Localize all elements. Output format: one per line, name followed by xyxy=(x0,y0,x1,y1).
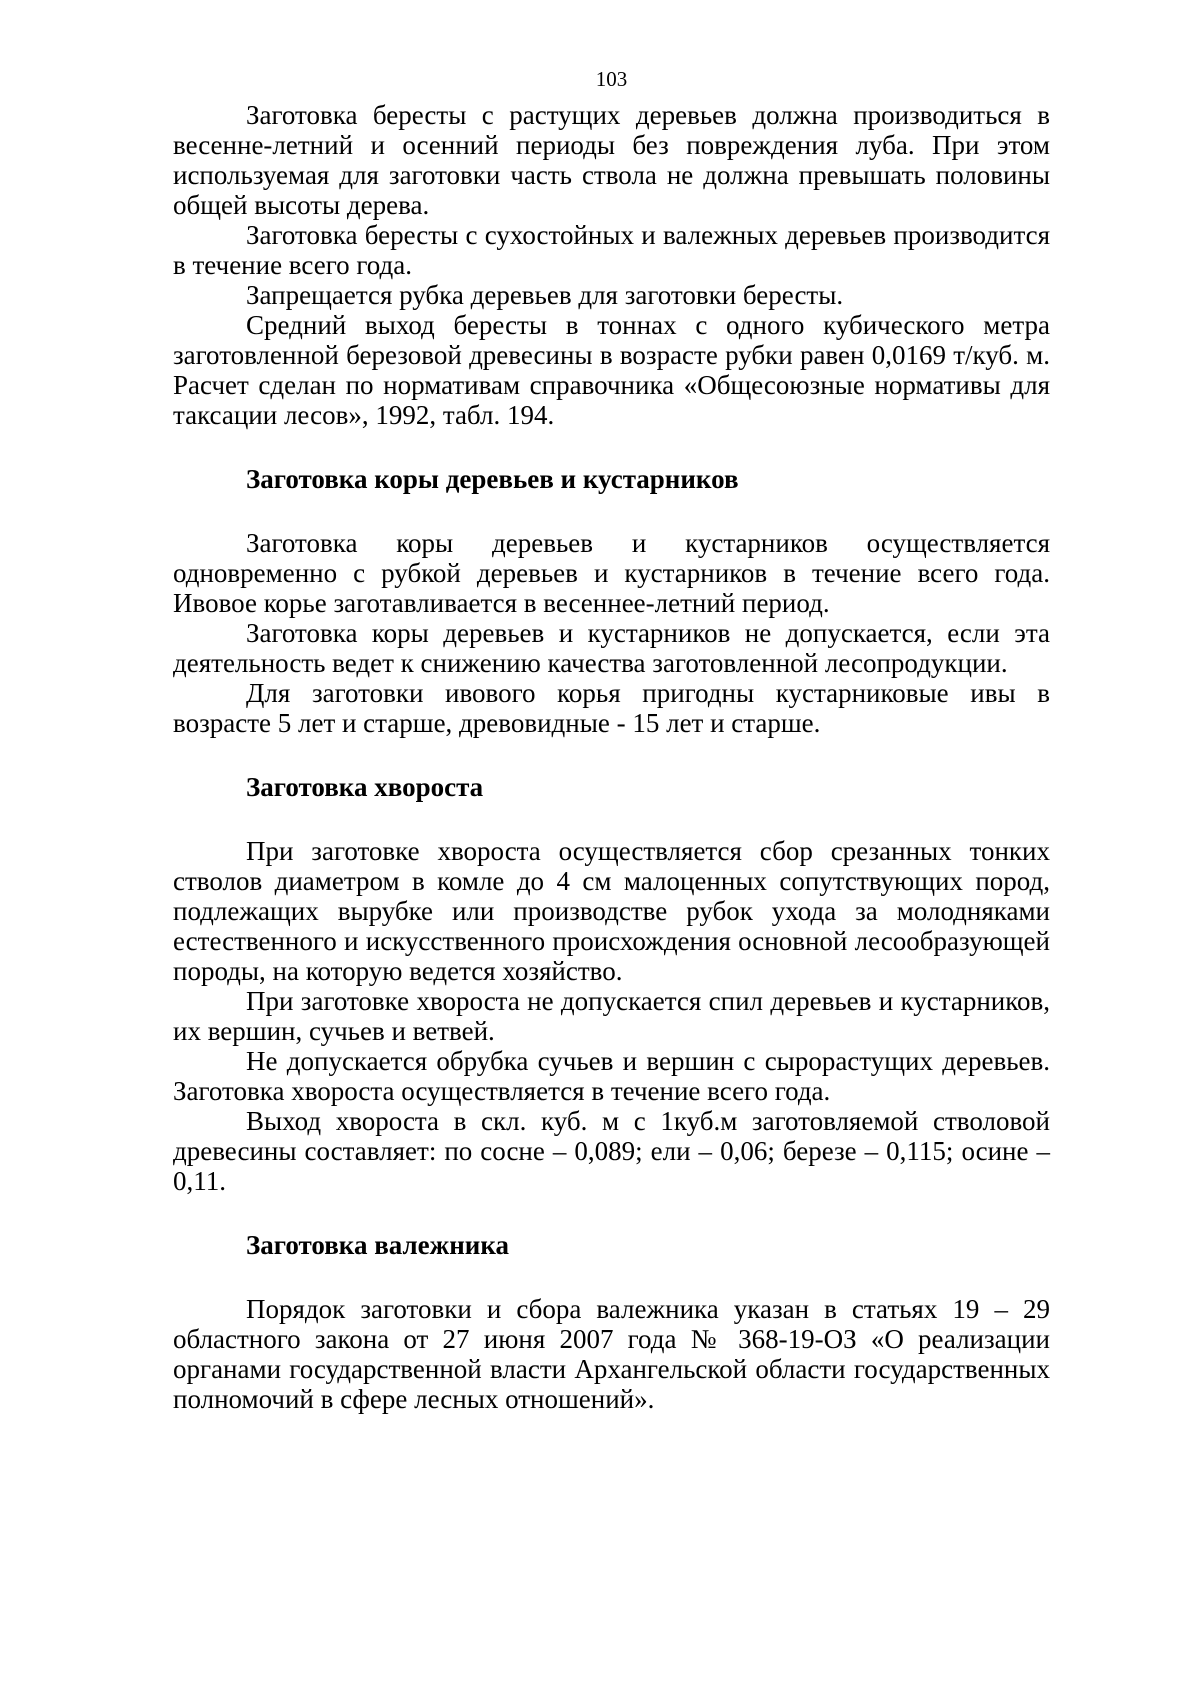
paragraph: Средний выход бересты в тоннах с одного кубического метра заготовленной березовой древесины в возрасте рубки равен 0,0169 т/куб. м. Расчет сделан по нормативам справочника «Общесоюзные нормативы для таксации лесов», 1992, табл. 194. xyxy=(173,310,1050,430)
section-heading: Заготовка валежника xyxy=(246,1230,509,1260)
section-deadwood xyxy=(173,1230,1050,1414)
section-bark xyxy=(173,464,1050,738)
section-brushwood xyxy=(173,772,1050,1196)
paragraph: Заготовка коры деревьев и кустарников осуществляется одновременно с рубкой деревьев и кустарников в течение всего года. Ивовое корье заготавливается в весеннее-летний период. xyxy=(173,528,1050,618)
section-heading: Заготовка коры деревьев и кустарников xyxy=(246,464,739,494)
paragraph: Порядок заготовки и сбора валежника указан в статьях 19 – 29 областного закона от 27 июня 2007 года № 368-19-ОЗ «О реализации органами государственной власти Архангельской области государственных полномочий в сфере лесных отношений». xyxy=(173,1294,1050,1414)
paragraph: Заготовка коры деревьев и кустарников не допускается, если эта деятельность ведет к снижению качества заготовленной лесопродукции. xyxy=(173,618,1050,678)
section-heading: Заготовка хвороста xyxy=(246,772,484,802)
paragraph: Для заготовки ивового корья пригодны кустарниковые ивы в возрасте 5 лет и старше, древовидные - 15 лет и старше. xyxy=(173,678,1050,738)
paragraph: Заготовка бересты с растущих деревьев должна производиться в весенне-летний и осенний периоды без повреждения луба. При этом используемая для заготовки часть ствола не должна превышать половины общей высоты дерева. xyxy=(173,100,1050,220)
paragraph: При заготовке хвороста не допускается спил деревьев и кустарников, их вершин, сучьев и ветвей. xyxy=(173,986,1050,1046)
paragraph: При заготовке хвороста осуществляется сбор срезанных тонких стволов диаметром в комле до 4 см малоценных сопутствующих пород, подлежащих вырубке или производстве рубок ухода за молодняками естественного и искусственного происхождения основной лесообразующей породы, на которую ведется хозяйство. xyxy=(173,836,1050,986)
paragraph: Запрещается рубка деревьев для заготовки бересты. xyxy=(246,280,844,310)
paragraph: Не допускается обрубка сучьев и вершин с сырорастущих деревьев. Заготовка хвороста осуществляется в течение всего года. xyxy=(173,1046,1050,1106)
paragraph: Выход хвороста в скл. куб. м с 1куб.м заготовляемой стволовой древесины составляет: по сосне – 0,089; ели – 0,06; березе – 0,115; осине – 0,11. xyxy=(173,1106,1050,1196)
page-number: 103 xyxy=(595,67,628,91)
intro-section xyxy=(173,100,1050,430)
paragraph: Заготовка бересты с сухостойных и валежных деревьев производится в течение всего года. xyxy=(173,220,1050,280)
